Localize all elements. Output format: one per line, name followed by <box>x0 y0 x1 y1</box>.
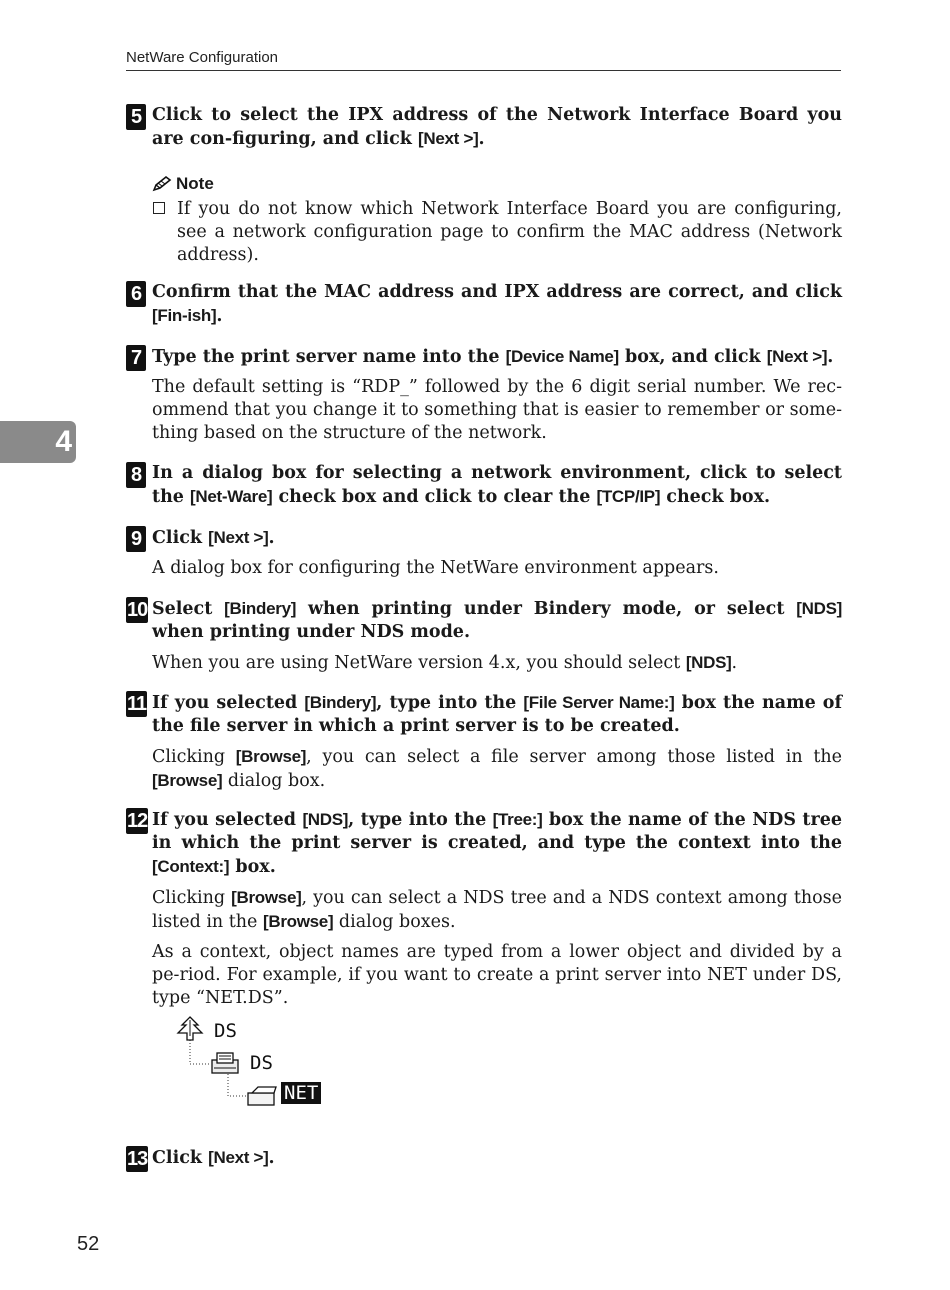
step-number: 13 <box>127 1148 148 1170</box>
step-number: 10 <box>127 599 148 621</box>
step-description: The default setting is “RDP_” followed by the 6 digit serial number. We rec-ommend that you change it to something that is easier to remember or some-thing based on the structure of the network. <box>152 377 842 443</box>
step-8 <box>126 462 842 509</box>
step-number: 8 <box>126 462 146 488</box>
step-12 <box>126 808 842 1010</box>
step-description: Clicking [Browse], you can select a NDS tree and a NDS context among those listed in the [Browse] dialog boxes. <box>152 888 842 932</box>
step-title: Select [Bindery] when printing under Bindery mode, or select [NDS] when printing under NDS mode. <box>152 599 842 642</box>
note <box>152 172 842 267</box>
tree-child-label: DS <box>250 1052 273 1074</box>
step-number: 9 <box>126 526 146 552</box>
step-7 <box>126 345 842 445</box>
step-title: Click [Next >]. <box>152 1148 275 1168</box>
note-heading: Note <box>152 172 842 196</box>
step-title: Click [Next >]. <box>152 528 275 548</box>
step-6 <box>126 281 842 328</box>
step-description: When you are using NetWare version 4.x, you should select [NDS]. <box>152 653 738 673</box>
step-description: Clicking [Browse], you can select a file server among those listed in the [Browse] dialog box. <box>152 747 842 791</box>
nds-tree-illustration <box>170 1012 340 1112</box>
pencil-note-icon <box>152 176 172 192</box>
organization-icon <box>210 1050 242 1076</box>
step-5 <box>126 104 842 151</box>
step-number: 7 <box>126 345 146 371</box>
step-number: 5 <box>126 104 146 130</box>
running-header: NetWare Configuration <box>126 48 841 71</box>
step-description: A dialog box for configuring the NetWare environment appears. <box>152 558 719 578</box>
page-number: 52 <box>77 1233 100 1255</box>
step-number: 12 <box>127 810 148 832</box>
organizational-unit-icon <box>246 1084 278 1108</box>
step-title: In a dialog box for selecting a network environment, click to select the [Net-Ware] check box and click to clear the [TCP/IP] check box. <box>152 463 842 507</box>
tree-root-label: DS <box>214 1020 237 1042</box>
step-13 <box>126 1146 842 1170</box>
note-item: If you do not know which Network Interface Board you are configuring, see a network configuration page to confirm the MAC address (Network address). <box>152 198 842 267</box>
step-title: Type the print server name into the [Device Name] box, and click [Next >]. <box>152 347 834 367</box>
step-title: Click to select the IPX address of the Network Interface Board you are con-figuring, and click [Next >]. <box>152 105 842 149</box>
tree-root-icon <box>176 1016 206 1042</box>
step-number: 11 <box>127 693 147 715</box>
step-11 <box>126 691 842 793</box>
step-title: If you selected [Bindery], type into the [File Server Name:] box the name of the file server in which a print server is to be created. <box>152 693 842 736</box>
step-10 <box>126 597 842 675</box>
step-number: 6 <box>126 281 146 307</box>
step-title: If you selected [NDS], type into the [Tree:] box the name of the NDS tree in which the print server is created, and type the context into the [Context:] box. <box>152 810 842 877</box>
checkbox-bullet-icon <box>153 202 165 214</box>
chapter-tab: 4 <box>0 421 76 463</box>
step-title: Confirm that the MAC address and IPX address are correct, and click [Fin-ish]. <box>152 282 842 326</box>
step-9 <box>126 526 842 580</box>
step-description-2: As a context, object names are typed from a lower object and divided by a pe-riod. For example, if you want to create a print server into NET under DS, type “NET.DS”. <box>152 942 842 1008</box>
tree-leaf-selected-label: NET <box>281 1082 321 1104</box>
